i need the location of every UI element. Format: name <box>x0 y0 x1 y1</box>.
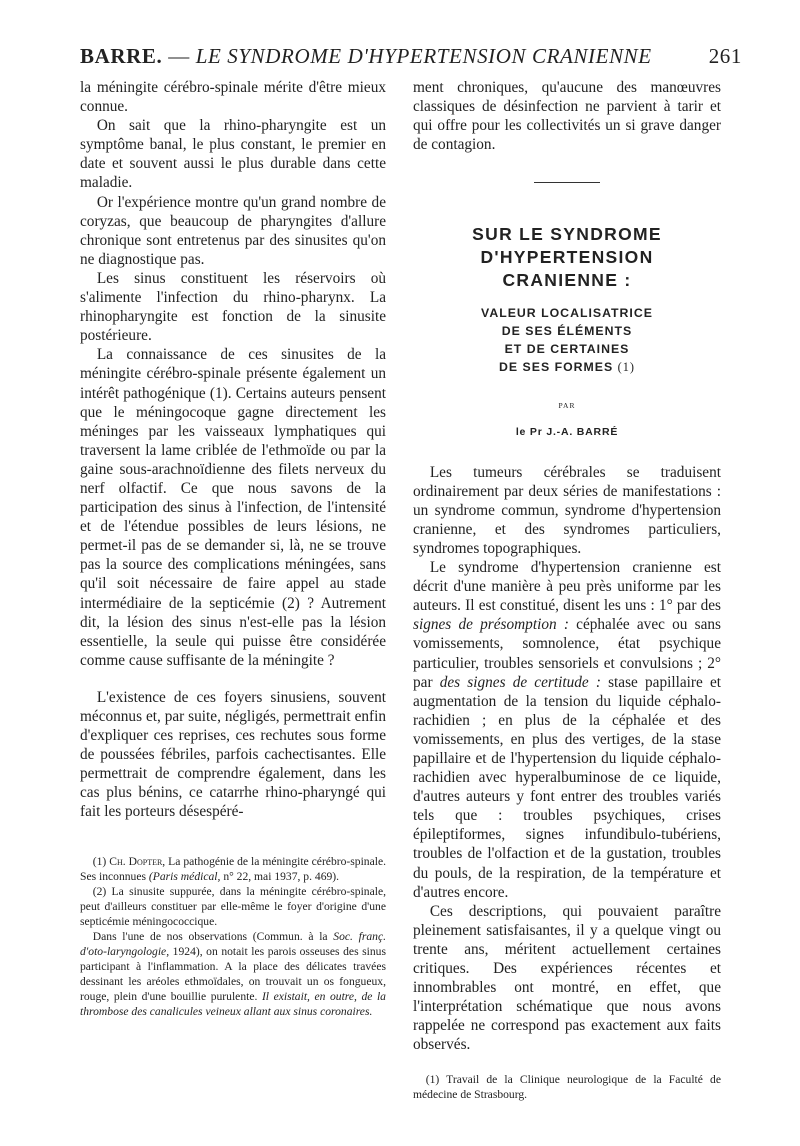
paragraph: Ces descriptions, qui pouvaient paraître pleinement satisfaisantes, il y a quelque vingt ou trente ans, méritent actuellement certaines critiques. Des expériences récentes et innombrables ont montré, en effet, que l'interprétation schématique que nous avons rappelée ne correspond pas exactement aux faits observés. <box>413 902 721 1054</box>
running-head-separator: — <box>168 44 190 68</box>
article-subtitle-line: ET DE CERTAINES <box>504 342 630 357</box>
running-head-author: BARRE. <box>80 44 163 68</box>
footnotes <box>80 854 386 1019</box>
article-subtitle-text: DE SES FORMES <box>499 360 614 375</box>
footnote-text: La pathogénie de la méningite cérébro-spinale. Ses inconnues <box>80 854 386 883</box>
article-subtitle-line: DE SES ÉLÉMENTS <box>501 324 633 339</box>
footnotes <box>413 1072 721 1102</box>
paragraph: La connaissance de ces sinusites de la méningite cérébro-spinale présente également un intérêt pathogénique (1). Certains auteurs pensent que le méningocoque gagne directement les méninges par les vaisseaux lymphatiques qui traversent la lame criblée de l'ethmoïde ou par la gaine sous-arachnoïdienne des filets nerveux du nerf olfactif. Ce que nous savons de la participation des sinus à l'infection, de l'intensité et de l'étendue possibles de leurs lésions, ne permet-il pas de se demander si, là, ne se trouve pas la source des complications méningées, sans qu'il soit nécessaire de faire appel au stade intermédiaire de la septicémie (2) ? Autrement dit, la lésion des sinus n'est-elle pas la lésion essentielle, la seule qui puisse être considérée comme cause suffisante de la méningite ? <box>80 346 386 669</box>
paragraph: On sait que la rhino-pharyngite est un symptôme banal, le plus constant, le premier en date et souvent aussi le plus durable dans cette maladie. <box>80 117 386 192</box>
article-title-line: SUR LE SYNDROME <box>472 224 662 245</box>
page-number: 261 <box>708 44 742 68</box>
footnote-journal: (Paris médical, <box>148 869 221 883</box>
paragraph-emphasis: signes de présomption : <box>413 616 569 634</box>
footnote-text: Dans l'une de nos observations (Commun. à la <box>92 929 328 943</box>
left-column <box>80 78 386 1019</box>
paragraph: Or l'expérience montre qu'un grand nombre de coryzas, que beaucoup de pharyngites d'allure chronique sont entretenus par des sinusites qu'on ne diagnostique pas. <box>80 193 386 268</box>
footnote-text: 1924), on notait les parois osseuses des sinus participant à l'inflammation. A la place des délicates travées dessinant les aréoles ethmoïdales, on trouvait un os fongueux, rouge, plein d'une bouillie purulente. <box>80 944 386 1003</box>
paragraph: ment chroniques, qu'aucune des manœuvres classiques de désinfection ne parvient à tarir et qui offre pour les collectivités un si grave danger de contagion. <box>413 79 721 154</box>
article-subtitle-line <box>413 358 721 376</box>
running-head-title: LE SYNDROME D'HYPERTENSION CRANIENNE <box>195 44 652 68</box>
footnote-1 <box>80 854 386 884</box>
section-divider <box>534 182 600 183</box>
footnote-2-continued <box>80 929 386 1019</box>
article-title-line: CRANIENNE : <box>502 270 632 291</box>
article-subtitle <box>413 304 721 376</box>
footnote-1: (1) Travail de la Clinique neurologique de la Faculté de médecine de Strasbourg. <box>413 1073 721 1102</box>
paragraph <box>413 558 721 902</box>
paragraph: la méningite cérébro-spinale mérite d'être mieux connue. <box>80 79 386 116</box>
paragraph: L'existence de ces foyers sinusiens, souvent méconnus et, par suite, négligés, permettrait enfin d'expliquer ces reprises, ces rechutes sous forme de poussées fébriles, parfois cachectisantes. Elle permettrait de comprendre également, dans les cas plus bénins, ce catarrhe rhino-pharyngé qui fait les porteurs désespéré- <box>80 688 386 821</box>
running-head <box>80 44 742 69</box>
paragraph-text: Le syndrome d'hypertension cranienne est décrit d'une manière à peu près uniforme par les auteurs. Il est constitué, disent les uns : 1° par des <box>413 559 721 615</box>
footnote-text: n° 22, mai 1937, p. 469). <box>223 869 340 883</box>
by-label: PAR <box>558 401 576 411</box>
article-subtitle-line: VALEUR LOCALISATRICE <box>481 306 653 321</box>
footnote-2: (2) La sinusite suppurée, dans la méningite cérébro-spinale, peut d'ailleurs constituer par elle-même le foyer d'origine d'une septicémie méningococcique. <box>80 884 386 928</box>
article-title <box>413 223 721 292</box>
right-column <box>413 78 721 1102</box>
paragraph-emphasis: des signes de certitude : <box>439 673 601 691</box>
footnote-reference: (1) <box>617 360 635 375</box>
footnote-number: (1) <box>92 854 107 868</box>
paragraph: Les tumeurs cérébrales se traduisent ordinairement par deux séries de manifestations : un syndrome commun, syndrome d'hypertension cranienne, et des syndromes particuliers, syndromes topographiques. <box>413 463 721 557</box>
paragraph: Les sinus constituent les réservoirs où s'alimente l'infection du rhino-pharynx. La rhinopharyngite est fonction de la sinusite postérieure. <box>80 269 386 345</box>
paragraph-text: stase papillaire et augmentation de la tension du liquide céphalo-rachidien ; en plus de la céphalée et des vomissements, en plus des vertiges, de la stase papillaire et de l'hypertension du liquide céphalo-rachidien avec hyperalbuminose de ce liquide, d'autres auteurs y font entrer des troubles variés tels que : troubles psychiques, crises épileptiformes, signes infundibulo-tubériens, troubles de l'olfaction et de la gustation, troubles du pouls, de la respiration, de la température et d'autres encore. <box>413 673 721 901</box>
footnote-author: Ch. Dopter, <box>109 854 166 868</box>
article-title-line: D'HYPERTENSION <box>480 247 654 268</box>
footnote-italic-text: Il existait, en outre, de la thrombose des canalicules veineux allant aux sinus coronaires. <box>80 989 386 1018</box>
footnote-journal: Soc. franç. d'oto-laryngologie, <box>80 929 386 958</box>
author-byline: le Pr J.-A. BARRÉ <box>515 426 619 439</box>
paragraph-text: céphalée avec ou sans vomissements, somnolence, état psychique particulier, troubles sensoriels et convulsions ; 2° par <box>413 616 722 691</box>
